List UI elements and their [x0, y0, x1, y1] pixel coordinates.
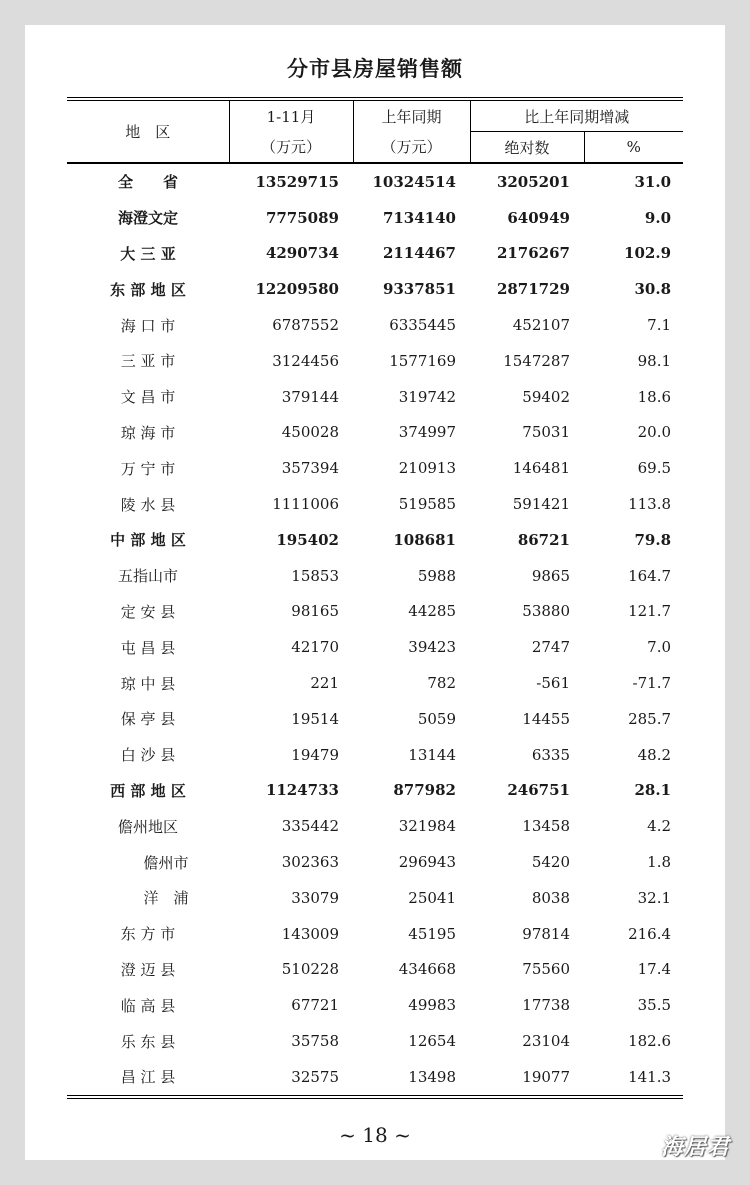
value-absolute-change: 9865 [531, 566, 570, 585]
value-1-11: 357394 [281, 459, 339, 478]
value-1-11: 379144 [281, 387, 339, 406]
table-row [67, 236, 683, 272]
value-1-11: 13529715 [255, 172, 339, 191]
region-name: 东 部 地 区 [110, 280, 186, 299]
value-1-11: 15853 [291, 566, 339, 585]
value-absolute-change: 5420 [531, 853, 570, 872]
watermark-logo: 海居君 [660, 1135, 730, 1160]
value-prev-year: 210913 [398, 459, 456, 478]
value-percent-change: 4.2 [647, 817, 672, 836]
value-percent-change: 17.4 [637, 960, 672, 979]
value-percent-change: 98.1 [637, 351, 672, 370]
value-absolute-change: 14455 [522, 709, 570, 728]
value-1-11: 510228 [281, 960, 339, 979]
document-page [25, 25, 725, 1160]
value-absolute-change: 23104 [522, 1032, 570, 1051]
table-row [67, 1023, 683, 1059]
value-1-11: 19514 [291, 709, 339, 728]
value-1-11: 221 [310, 674, 339, 693]
value-absolute-change: 53880 [522, 602, 570, 621]
table-row [67, 450, 683, 486]
region-name: 保 亭 县 [120, 710, 176, 729]
value-prev-year: 12654 [408, 1032, 456, 1051]
value-absolute-change: 19077 [470, 1059, 584, 1097]
value-absolute-change: 17738 [522, 996, 570, 1015]
value-prev-year: 45195 [408, 924, 456, 943]
value-1-11: 19479 [291, 745, 339, 764]
value-percent-change: 216.4 [628, 924, 672, 943]
value-percent-change: 113.8 [628, 495, 672, 514]
value-percent-change: 79.8 [634, 530, 672, 549]
value-prev-year: 13498 [353, 1059, 470, 1097]
table-row [67, 163, 683, 200]
region-name: 大 三 亚 [120, 244, 176, 263]
value-1-11: 35758 [291, 1032, 339, 1051]
region-name: 屯 昌 县 [120, 638, 176, 657]
value-percent-change: 18.6 [637, 387, 672, 406]
value-percent-change: 7.0 [647, 638, 672, 657]
value-percent-change: -71.7 [632, 674, 672, 693]
region-name: 儋州市 [143, 853, 189, 872]
header-region: 地 区 [67, 99, 229, 163]
value-1-11: 67721 [291, 996, 339, 1015]
value-percent-change: 7.1 [647, 316, 672, 335]
region-name: 临 高 县 [120, 996, 176, 1015]
value-percent-change: 69.5 [637, 459, 672, 478]
region-name: 五指山市 [117, 567, 178, 586]
value-absolute-change: 59402 [522, 387, 570, 406]
value-prev-year: 13144 [408, 745, 456, 764]
value-1-11: 6787552 [272, 316, 339, 335]
region-name: 昌 江 县 [67, 1059, 229, 1097]
value-1-11: 98165 [291, 602, 339, 621]
value-prev-year: 1577169 [389, 351, 456, 370]
value-absolute-change: 452107 [512, 316, 570, 335]
value-percent-change: 1.8 [647, 853, 672, 872]
value-absolute-change: 640949 [507, 208, 570, 227]
value-absolute-change: 75031 [522, 423, 570, 442]
sales-table [67, 97, 683, 1099]
value-absolute-change: 97814 [522, 924, 570, 943]
value-percent-change: 9.0 [644, 208, 672, 227]
value-percent-change: 30.8 [634, 280, 672, 299]
region-name: 文 昌 市 [120, 388, 176, 407]
value-prev-year: 44285 [408, 602, 456, 621]
table-row [67, 200, 683, 236]
value-prev-year: 374997 [398, 423, 456, 442]
table-row [67, 629, 683, 665]
value-absolute-change: 246751 [507, 781, 570, 800]
page-number: ~ 18 ~ [339, 1123, 411, 1147]
value-1-11: 7775089 [265, 208, 339, 227]
header-change: 比上年同期增减 [470, 99, 683, 132]
header-absolute: 绝对数 [470, 132, 584, 164]
value-absolute-change: 86721 [517, 530, 570, 549]
value-1-11: 33079 [291, 888, 339, 907]
value-absolute-change: 146481 [512, 459, 570, 478]
value-prev-year: 10324514 [372, 172, 456, 191]
value-absolute-change: 2176267 [496, 244, 570, 263]
table-row [67, 737, 683, 773]
value-percent-change: 182.6 [628, 1032, 672, 1051]
value-prev-year: 6335445 [389, 316, 456, 335]
region-name: 定 安 县 [120, 602, 176, 621]
value-absolute-change: 13458 [522, 817, 570, 836]
table-row [67, 844, 683, 880]
value-1-11: 302363 [281, 853, 339, 872]
region-name: 全 省 [117, 173, 178, 192]
value-absolute-change: -561 [536, 674, 570, 693]
value-1-11: 335442 [281, 817, 339, 836]
header-col2-top: 上年同期 [353, 99, 470, 132]
region-name: 白 沙 县 [120, 746, 176, 765]
value-prev-year: 877982 [393, 781, 456, 800]
value-percent-change: 141.3 [584, 1059, 683, 1097]
value-percent-change: 121.7 [628, 602, 672, 621]
table-row [67, 987, 683, 1023]
table-row [67, 486, 683, 522]
table-title: 分市县房屋销售额 [287, 56, 463, 81]
value-1-11: 42170 [291, 638, 339, 657]
table-row [67, 594, 683, 630]
value-percent-change: 102.9 [624, 244, 672, 263]
value-percent-change: 48.2 [637, 745, 672, 764]
value-1-11: 143009 [281, 924, 339, 943]
value-prev-year: 39423 [408, 638, 456, 657]
table-row [67, 808, 683, 844]
table-row [67, 343, 683, 379]
region-name: 琼 中 县 [120, 674, 176, 693]
value-prev-year: 7134140 [382, 208, 456, 227]
value-prev-year: 25041 [408, 888, 456, 907]
region-name: 三 亚 市 [120, 352, 176, 371]
value-prev-year: 2114467 [382, 244, 456, 263]
value-absolute-change: 8038 [531, 888, 570, 907]
value-prev-year: 5988 [417, 566, 456, 585]
header-col1-top: 1-11月 [229, 99, 353, 132]
value-prev-year: 296943 [398, 853, 456, 872]
table-row [67, 558, 683, 594]
value-percent-change: 31.0 [634, 172, 672, 191]
value-1-11: 195402 [276, 530, 339, 549]
value-percent-change: 28.1 [634, 781, 672, 800]
table-row [67, 773, 683, 809]
value-prev-year: 782 [427, 674, 456, 693]
table-row [67, 271, 683, 307]
value-prev-year: 108681 [393, 530, 456, 549]
table-row [67, 880, 683, 916]
value-absolute-change: 75560 [522, 960, 570, 979]
region-name: 儋州地区 [117, 817, 178, 836]
region-name: 陵 水 县 [120, 495, 176, 514]
value-1-11: 12209580 [255, 280, 339, 299]
table-row [67, 916, 683, 952]
value-percent-change: 20.0 [637, 423, 672, 442]
value-absolute-change: 6335 [531, 745, 570, 764]
value-absolute-change: 2871729 [496, 280, 570, 299]
value-prev-year: 321984 [398, 817, 456, 836]
value-percent-change: 285.7 [628, 709, 672, 728]
value-1-11: 3124456 [272, 351, 339, 370]
table-body [67, 163, 683, 1097]
table-row [67, 665, 683, 701]
table-row [67, 701, 683, 737]
region-name: 东 方 市 [120, 925, 176, 944]
value-prev-year: 319742 [398, 387, 456, 406]
value-absolute-change: 3205201 [496, 172, 570, 191]
region-name: 乐 东 县 [120, 1032, 176, 1051]
region-name: 澄 迈 县 [120, 960, 176, 979]
table-row [67, 1059, 683, 1097]
table-row [67, 522, 683, 558]
value-percent-change: 35.5 [637, 996, 672, 1015]
header-percent: % [584, 132, 683, 164]
header-col2-unit: （万元） [353, 132, 470, 164]
table-row [67, 952, 683, 988]
table-row [67, 415, 683, 451]
value-absolute-change: 2747 [531, 638, 570, 657]
value-absolute-change: 591421 [512, 495, 570, 514]
value-1-11: 4290734 [265, 244, 339, 263]
value-1-11: 1124733 [265, 781, 339, 800]
value-1-11: 1111006 [272, 495, 339, 514]
value-prev-year: 49983 [408, 996, 456, 1015]
region-name: 海 口 市 [120, 316, 176, 335]
value-prev-year: 9337851 [382, 280, 456, 299]
table-row [67, 307, 683, 343]
value-percent-change: 164.7 [628, 566, 672, 585]
value-1-11: 450028 [281, 423, 339, 442]
region-name: 中 部 地 区 [110, 531, 186, 550]
header-col1-unit: （万元） [229, 132, 353, 164]
region-name: 洋 浦 [143, 889, 189, 908]
region-name: 西 部 地 区 [110, 781, 186, 800]
value-1-11: 32575 [229, 1059, 353, 1097]
region-name: 琼 海 市 [120, 423, 176, 442]
value-prev-year: 519585 [398, 495, 456, 514]
value-absolute-change: 1547287 [503, 351, 570, 370]
value-prev-year: 5059 [417, 709, 456, 728]
table-row [67, 379, 683, 415]
value-percent-change: 32.1 [637, 888, 672, 907]
value-prev-year: 434668 [398, 960, 456, 979]
region-name: 海澄文定 [117, 209, 178, 228]
region-name: 万 宁 市 [120, 459, 176, 478]
